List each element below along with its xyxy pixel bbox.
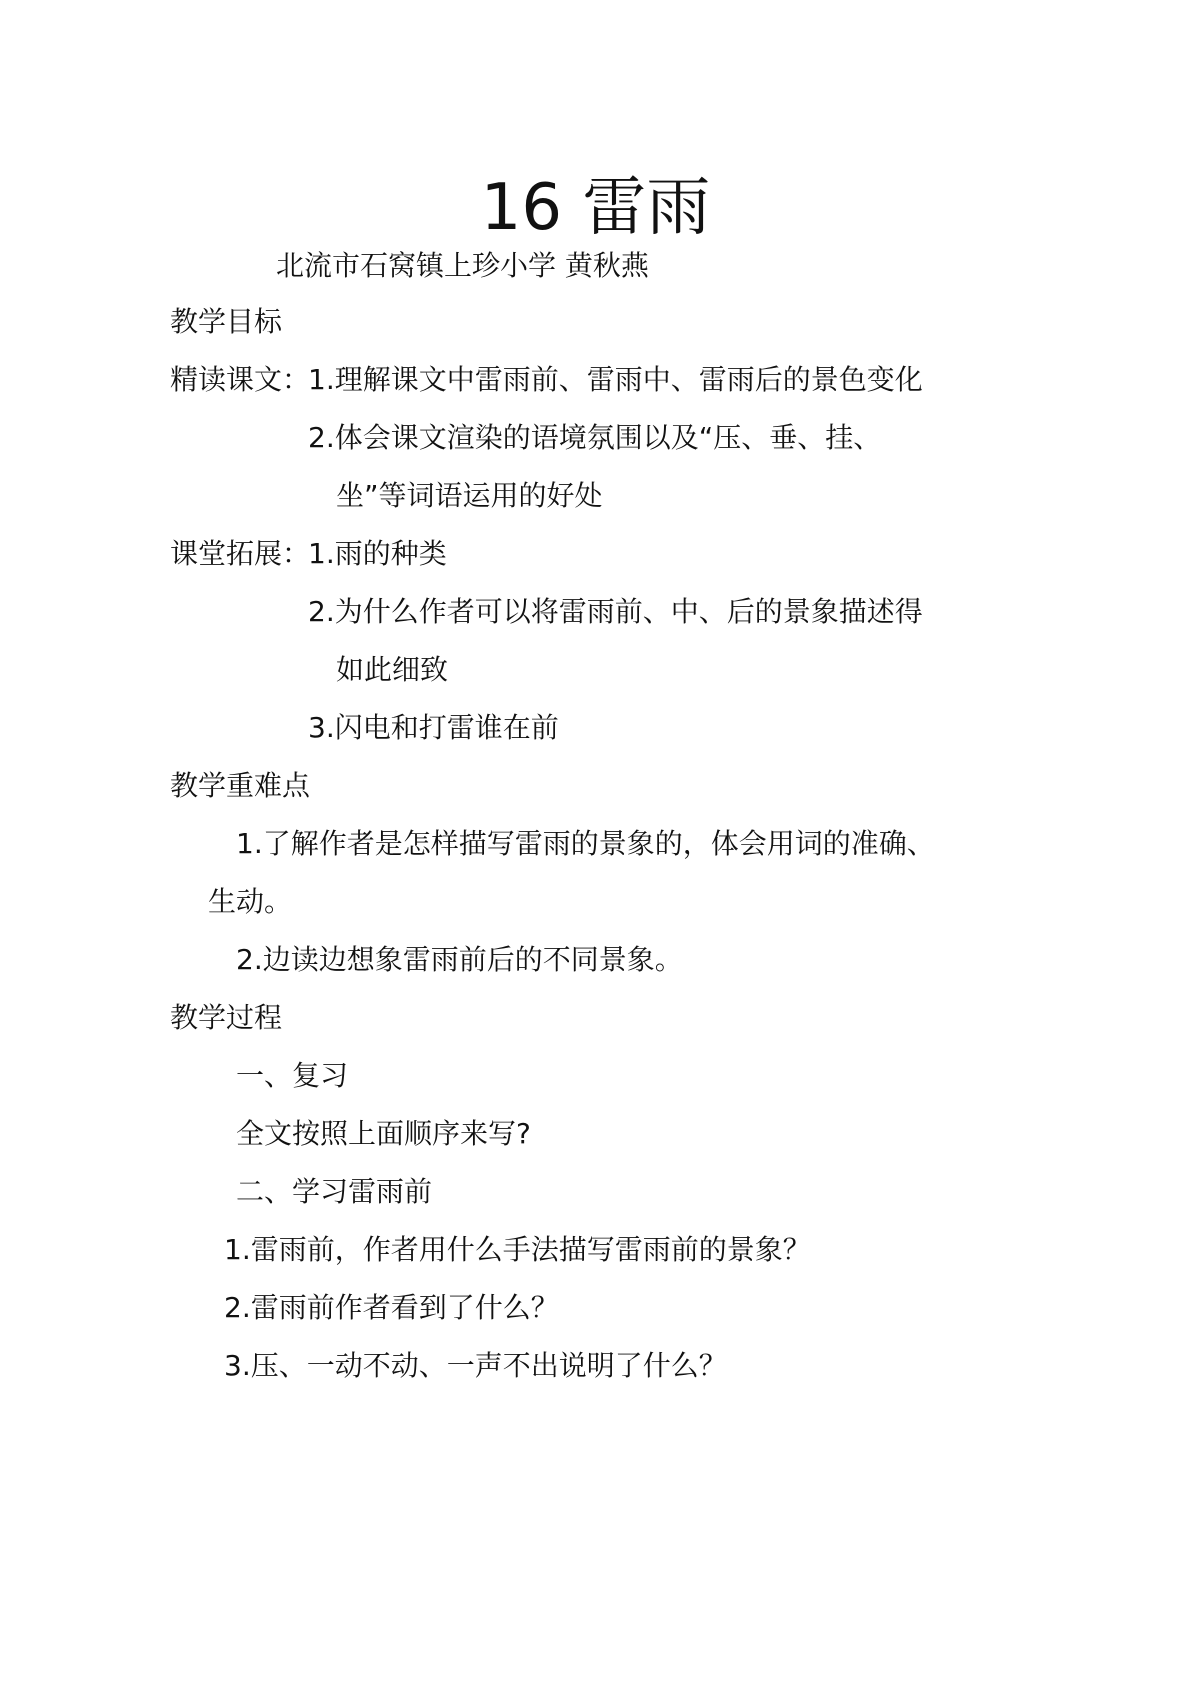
section2-title: 二、学习雷雨前	[236, 1175, 433, 1208]
section2-item-1: 1.雷雨前，作者用什么手法描写雷雨前的景象？	[224, 1233, 811, 1266]
extension-item-2-cont: 如此细致	[336, 653, 449, 686]
document-title: 16 雷雨	[480, 171, 711, 245]
extension-item-1: 1.雨的种类	[308, 537, 447, 570]
extension-label: 课堂拓展：	[170, 537, 311, 570]
key-point-2: 2.边读边想象雷雨前后的不同景象。	[236, 943, 683, 976]
section1-text: 全文按照上面顺序来写?	[236, 1117, 531, 1150]
author-line: 北流市石窝镇上珍小学 黄秋燕	[276, 249, 649, 282]
key-point-1: 1.了解作者是怎样描写雷雨的景象的，体会用词的准确、	[236, 827, 935, 860]
extension-item-3: 3.闪电和打雷谁在前	[308, 711, 559, 744]
reading-item-2-cont: 坐”等词语运用的好处	[336, 479, 603, 512]
heading-key-points: 教学重难点	[170, 769, 311, 802]
heading-goals: 教学目标	[170, 305, 283, 338]
section2-item-3: 3.压、一动不动、一声不出说明了什么？	[224, 1349, 727, 1382]
extension-item-2: 2.为什么作者可以将雷雨前、中、后的景象描述得	[308, 595, 923, 628]
reading-label: 精读课文：	[170, 363, 311, 396]
reading-item-2: 2.体会课文渲染的语境氛围以及“压、垂、挂、	[308, 421, 882, 454]
reading-item-1: 1.理解课文中雷雨前、雷雨中、雷雨后的景色变化	[308, 363, 923, 396]
key-point-1-cont: 生动。	[208, 885, 293, 918]
section2-item-2: 2.雷雨前作者看到了什么？	[224, 1291, 559, 1324]
section1-title: 一、复习	[236, 1059, 349, 1092]
heading-process: 教学过程	[170, 1001, 283, 1034]
